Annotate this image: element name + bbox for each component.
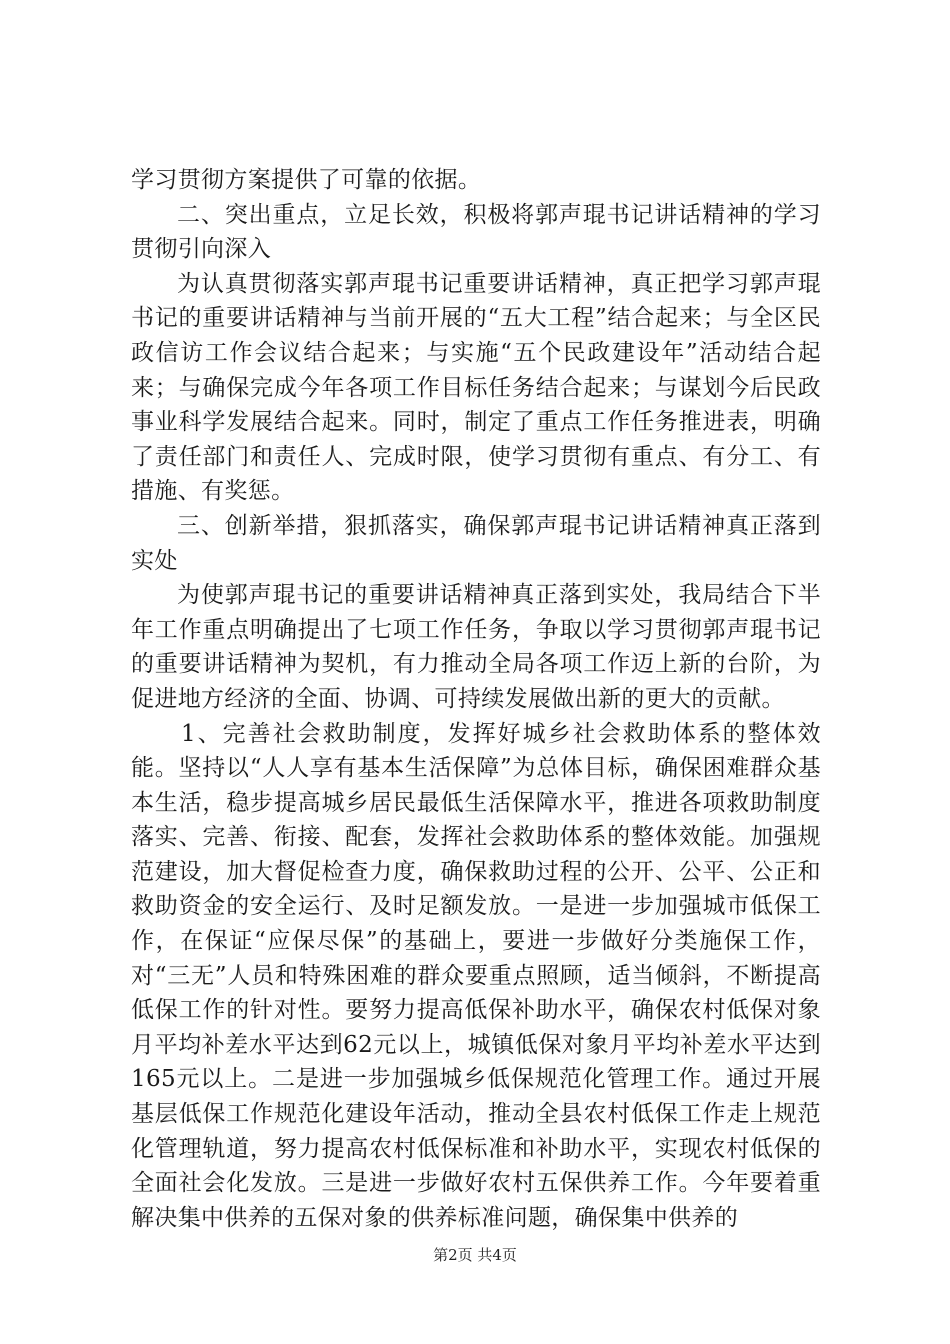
section-heading-3: 三、创新举措，狠抓落实，确保郭声琨书记讲话精神真正落到实处 [131,512,821,574]
paragraph-item-1: 1、完善社会救助制度，发挥好城乡社会救助体系的整体效能。坚持以“人人享有基本生活保障”为总体目标，确保困难群众基本生活，稳步提高城乡居民最低生活保障水平，推进各项救助制度落实、完善、衔接、配套，发挥社会救助体系的整体效能。加强规范建设，加大督促检查力度，确保救助过程的公开、公平、公正和救助资金的安全运行、及时足额发放。一是进一步加强城市低保工作，在保证“应保尽保”的基础上，要进一步做好分类施保工作，对“三无”人员和特殊困难的群众要重点照顾，适当倾斜，不断提高低保工作的针对性。要努力提高低保补助水平，确保农村低保对象月平均补差水平达到62元以上，城镇低保对象月平均补差水平达到165元以上。二是进一步加强城乡低保规范化管理工作。通过开展基层低保工作规范化建设年活动，推动全县农村低保工作走上规范化管理轨道，努力提高农村低保标准和补助水平，实现农村低保的全面社会化发放。三是进一步做好农村五保供养工作。今年要着重解决集中供养的五保对象的供养标准问题，确保集中供养的 [131,720,821,1231]
paragraph-continuation: 学习贯彻方案提供了可靠的依据。 [131,167,482,193]
section-heading-2: 二、突出重点，立足长效，积极将郭声琨书记讲话精神的学习贯彻引向深入 [131,201,821,263]
page-number-footer: 第2页 共4页 [433,1246,517,1264]
paragraph: 为使郭声琨书记的重要讲话精神真正落到实处，我局结合下半年工作重点明确提出了七项工作任务，争取以学习贯彻郭声琨书记的重要讲话精神为契机，有力推动全局各项工作迈上新的台阶，为促进地方经济的全面、协调、可持续发展做出新的更大的贡献。 [131,582,821,712]
document-body [131,163,821,1235]
paragraph: 为认真贯彻落实郭声琨书记重要讲话精神，真正把学习郭声琨书记的重要讲话精神与当前开展的“五大工程”结合起来；与全区民政信访工作会议结合起来；与实施“五个民政建设年”活动结合起来；与确保完成今年各项工作目标任务结合起来；与谋划今后民政事业科学发展结合起来。同时，制定了重点工作任务推进表，明确了责任部门和责任人、完成时限，使学习贯彻有重点、有分工、有措施、有奖惩。 [131,270,821,505]
